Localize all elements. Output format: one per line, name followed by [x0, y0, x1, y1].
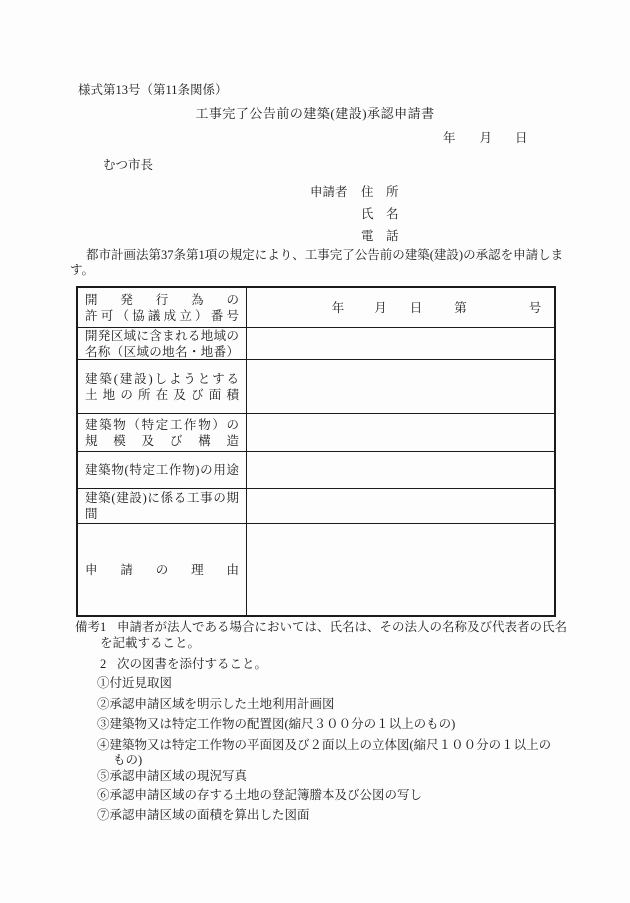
row-scale-structure-value-cell — [247, 414, 554, 452]
permit-no-prefix-label: 第 — [454, 300, 467, 315]
applicant-address-label: 住 所 — [361, 185, 399, 199]
body-paragraph-line-1: 都市計画法第37条第1項の規定により、工事完了公告前の建築(建設)の承認を申請しま — [86, 248, 564, 262]
application-table — [76, 286, 556, 617]
row-application-reason-value-cell — [247, 524, 554, 615]
row-area-name-value-cell — [247, 328, 554, 360]
addressee: むつ市長 — [103, 158, 154, 172]
attachment-item-2: ②承認申請区域を明示した土地利用計画図 — [97, 697, 335, 711]
date-line — [443, 130, 528, 146]
body-paragraph-line-2: す。 — [70, 263, 95, 277]
attachment-item-4-line-1: ④建築物又は特定工作物の平面図及び２面以上の立体図(縮尺１００分の１以上の — [97, 738, 552, 752]
row-land-location-label: 建築(建設)しようとする 土地の所在及び面積 — [78, 360, 247, 414]
permit-no-suffix-label: 号 — [528, 300, 542, 315]
date-month-label: 月 — [479, 131, 493, 145]
applicant-label: 申請者 — [310, 185, 348, 199]
applicant-phone-label: 電 話 — [361, 229, 399, 243]
applicant-name-label: 氏 名 — [361, 207, 399, 221]
permit-year-label: 年 — [331, 300, 345, 315]
row-area-name-label: 開発区域に含まれる地域の 名称（区域の地名・地番） — [78, 328, 247, 360]
row-work-period-label: 建築(建設)に係る工事の期間 — [78, 489, 247, 524]
attachment-item-6: ⑥承認申請区域の存する土地の登記簿謄本及び公図の写し — [97, 788, 423, 802]
row-scale-structure-label: 建築物（特定工作物）の 規模及び構造 — [78, 414, 247, 452]
form-number: 様式第13号（第11条関係） — [78, 83, 228, 97]
note-2-text: 次の図書を添付すること。 — [117, 657, 268, 671]
note-1-text-line-1: 申請者が法人である場合においては、氏名は、その法人の名称及び代表者の氏名 — [117, 620, 568, 634]
attachment-item-1: ①付近見取図 — [97, 676, 173, 690]
row-building-use-label: 建築物(特定工作物)の用途 — [78, 452, 247, 489]
attachment-item-7: ⑦承認申請区域の面積を算出した図面 — [97, 808, 310, 822]
page-title: 工事完了公告前の建築(建設)承認申請書 — [195, 106, 435, 121]
row-permit-number-label: 開発行為の 許可（協議成立）番号 — [78, 288, 247, 328]
notes-heading: 備考 — [75, 620, 101, 634]
note-1-text-line-2: を記載すること。 — [100, 636, 201, 650]
permit-day-label: 日 — [409, 300, 423, 315]
attachment-item-4-line-2: もの) — [113, 753, 143, 767]
attachment-item-3: ③建築物又は特定工作物の配置図(縮尺３００分の１以上のもの) — [97, 717, 456, 731]
date-day-label: 日 — [515, 131, 528, 145]
attachment-item-5: ⑤承認申請区域の現況写真 — [97, 769, 248, 783]
note-2-number: 2 — [100, 657, 107, 671]
date-year-label: 年 — [443, 131, 456, 145]
note-1-number: 1 — [100, 620, 107, 634]
row-building-use-value-cell — [247, 452, 554, 489]
row-land-location-value-cell — [247, 360, 554, 414]
permit-month-label: 月 — [374, 300, 387, 315]
row-permit-number-value-cell — [247, 288, 554, 328]
row-work-period-value-cell — [247, 489, 554, 524]
row-application-reason-label: 申請の理由 — [78, 524, 247, 615]
